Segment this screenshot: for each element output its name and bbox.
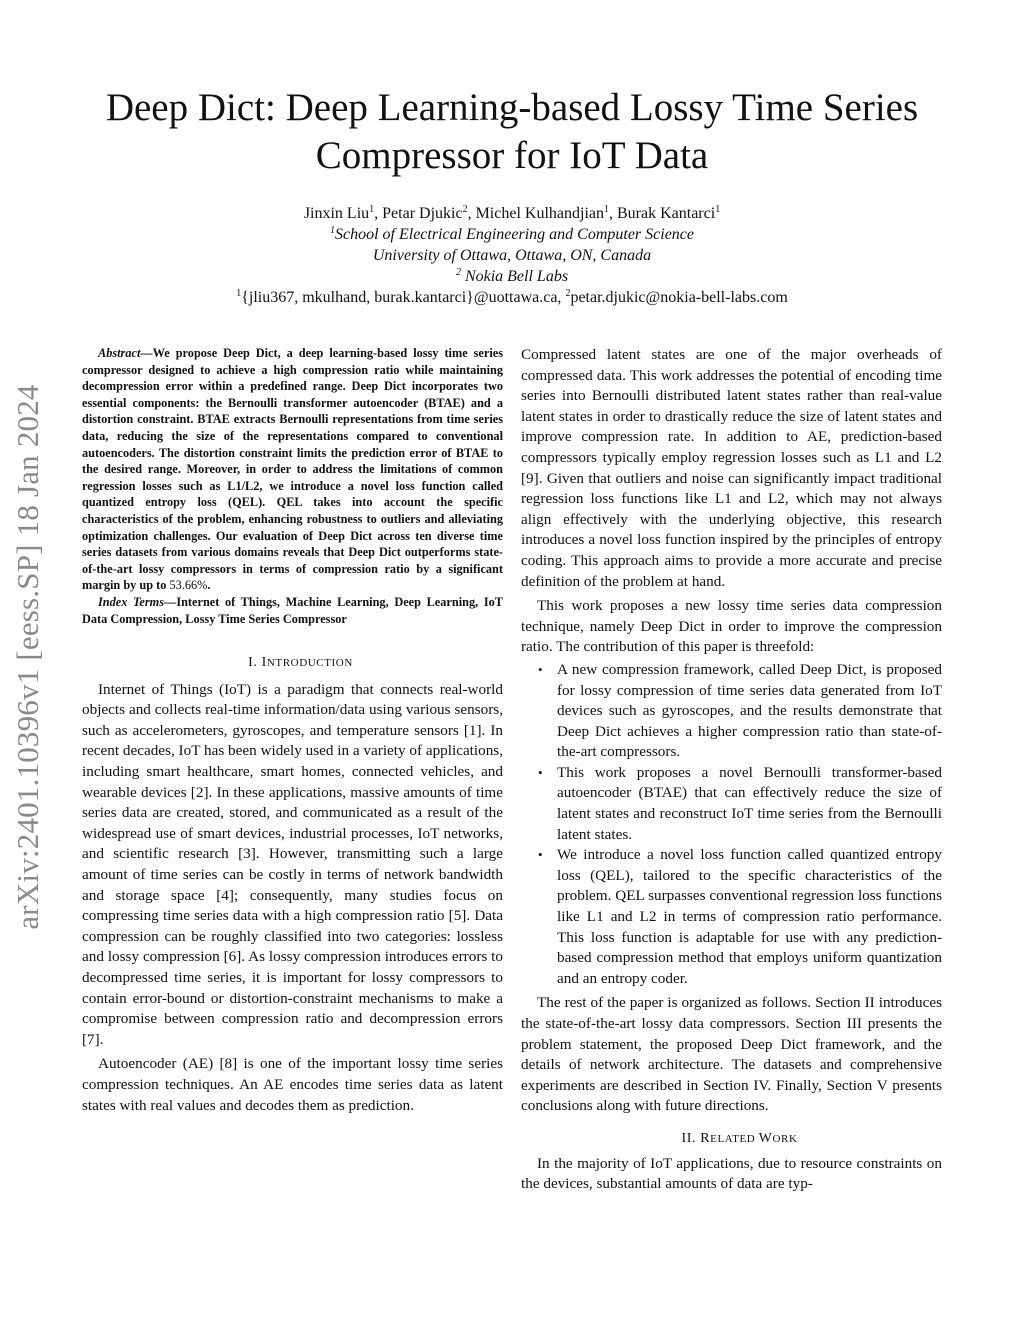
intro-paragraph-1: Internet of Things (IoT) is a paradigm that connects real-world objects and collects real-time information/data using various sensors, such as accelerometers, gyroscopes, and temperature sensors [1]. In recent decades, IoT has been widely used in a variety of applications, including smart healthcare, smart homes, connected vehicles, and wearable devices [2]. In these applications, massive amounts of time series data are created, stored, and communicated as a result of the widespread use of smart devices, industrial processes, IoT networks, and scientific research [3]. However, transmitting such a large amount of time series can be costly in terms of network bandwidth and storage space [4]; consequently, many studies focus on compressing time series data with a high compression ratio [5]. Data compression can be roughly classified into two categories: lossless and lossy compression [6]. As lossy compression introduces errors to decompressed time series, it is important for lossy compressors to contain error-bound or distortion-constraint mechanisms to make a compromise between compression ratio and decompression errors [7]. [82, 680, 504, 1048]
right-paragraph-2: This work proposes a new lossy time series data compression technique, namely Deep Dict in order to improve the compression ratio. The contribution of this paper is threefold: [521, 597, 942, 656]
author-3-affiliation: 1 [604, 204, 609, 215]
affiliation-2-name: Nokia Bell Labs [460, 268, 569, 285]
index-terms [82, 594, 503, 627]
email-line [100, 287, 924, 308]
section-initial: R [700, 1130, 711, 1146]
index-terms-label: Index Terms [98, 594, 165, 609]
list-item [521, 763, 942, 845]
intro-paragraph-2: Autoencoder (AE) [8] is one of the important lossy time series compression techniques. An AE encodes time series data as latent states with real values and decodes them as prediction. [82, 1055, 503, 1114]
list-item [521, 845, 942, 989]
author-block [100, 203, 924, 308]
abstract-label: Abstract [98, 346, 141, 360]
affiliation-2-mark: 2 [455, 267, 461, 278]
index-terms-dash: — [164, 594, 177, 609]
section-heading-related-work [521, 1129, 942, 1150]
section-numeral: I. [248, 655, 262, 671]
paper-title [60, 84, 964, 180]
title-line-2: Compressor for IoT Data [315, 134, 709, 177]
abstract-dash: — [140, 346, 153, 360]
affiliation-1-mark: 1 [329, 225, 335, 236]
author-4-affiliation: 1 [715, 204, 721, 215]
right-column [521, 345, 942, 1195]
email-1-mark: 1 [236, 288, 242, 299]
list-item-text: We introduce a novel loss function called quantized entropy loss (QEL), tailored to the specific characteristics of the problem. QEL surpasses conventional regression loss functions like L1 and L2 in terms of compression ratio performance. This loss function is adaptable for use with any prediction-based compression method that employs uniform quantization and an entropy coder. [557, 846, 942, 987]
affiliation-1 [100, 224, 924, 245]
list-item [521, 660, 942, 763]
abstract-margin-value: 53.66% [169, 578, 208, 593]
abstract-end: . [207, 578, 211, 593]
bullet-icon: • [538, 847, 543, 863]
section-title-rest: ORK [772, 1132, 798, 1145]
author-separator: , [467, 205, 476, 222]
section-initial: I [261, 655, 267, 671]
email-1: {jliu367, mkulhand, burak.kantarci}@uottawa.ca, [241, 289, 566, 306]
author-2: Petar Djukic [382, 205, 463, 222]
contribution-list [521, 660, 942, 990]
affiliation-2 [100, 266, 924, 287]
bullet-icon: • [538, 764, 543, 780]
affiliation-1-location: University of Ottawa, Ottawa, ON, Canada [372, 247, 652, 264]
right-paragraph-3: The rest of the paper is organized as follows. Section II introduces the state-of-the-art lossy data compressors. Section III presents the problem statement, the proposed Deep Dict framework, and the details of network architecture. The datasets and comprehensive experiments are described in Section IV. Finally, Section V presents conclusions along with future directions. [521, 994, 942, 1115]
author-3: Michel Kulhandjian [475, 205, 604, 222]
left-column [82, 345, 503, 1116]
list-item-text: A new compression framework, called Deep Dict, is proposed for lossy compression of time series data generated from IoT devices such as gyroscopes, and the results demonstrate that Deep Dict achieves a higher compression ratio than state-of-the-art compressors. [557, 660, 942, 761]
section-heading-introduction [82, 653, 503, 674]
abstract [82, 345, 503, 594]
abstract-body: We propose Deep Dict, a deep learning-based lossy time series compressor designed to achieve a high compression ratio while maintaining decompression error within a predefined range. Deep Dict incorporates two essential components: the Bernoulli transformer autoencoder (BTAE) and a distortion constraint. BTAE extracts Bernoulli representations from time series data, reducing the size of the representations compared to conventional autoencoders. The distortion constraint limits the prediction error of BTAE to the desired range. Moreover, in order to address the limitations of common regression losses such as L1/L2, we introduce a novel loss function called quantized entropy loss (QEL). QEL takes into account the specific characteristics of the problem, enhancing robustness to outliers and alleviating optimization challenges. Our evaluation of Deep Dict across ten diverse time series datasets from various domains reveals that Deep Dict outperforms state-of-the-art lossy compressors in terms of compression ratio by a significant margin by up to [82, 346, 503, 593]
author-2-affiliation: 2 [462, 204, 468, 215]
title-line-1: Deep Dict: Deep Learning-based Lossy Time Series [105, 86, 919, 129]
author-1-affiliation: 1 [369, 204, 375, 215]
bullet-icon: • [538, 661, 543, 677]
related-work-paragraph-1: In the majority of IoT applications, due to resource constraints on the devices, substantial amounts of data are typ- [521, 1154, 942, 1193]
email-2-mark: 2 [565, 288, 571, 299]
author-4: Burak Kantarci [617, 205, 716, 222]
section-title-rest: ELATED [710, 1132, 759, 1145]
author-separator: , [609, 205, 617, 222]
list-item-text: This work proposes a novel Bernoulli transformer-based autoencoder (BTAE) that can effectively reduce the size of latent states and reconstruct IoT time series from the Bernoulli latent states. [557, 763, 942, 843]
arxiv-identifier: arXiv:2401.10396v1 [eess.SP] 18 Jan 2024 [10, 384, 45, 930]
section-numeral: II. [681, 1130, 701, 1146]
author-1: Jinxin Liu [303, 205, 370, 222]
email-2: petar.djukic@nokia-bell-labs.com [570, 289, 788, 306]
affiliation-1-name: School of Electrical Engineering and Computer Science [334, 226, 695, 243]
author-separator: , [374, 205, 383, 222]
right-paragraph-1: Compressed latent states are one of the major overheads of compressed data. This work addresses the potential of encoding time series into Bernoulli distributed latent states rather than real-value latent states in order to drastically reduce the size of latent states and improve compression rate. In addition to AE, prediction-based compressors typically employ regression losses such as L1 and L2 [9]. Given that outliers and noise can significantly impact traditional regression loss functions like L1 and L2, which may not always align effectively with the underlying objective, this research introduces a novel loss function inspired by the principles of entropy coding. This approach aims to provide a more accurate and precise definition of the problem at hand. [521, 346, 942, 590]
author-list [100, 203, 924, 224]
section-title-rest: NTRODUCTION [266, 657, 353, 670]
section-initial: W [758, 1130, 773, 1146]
index-terms-body: Internet of Things, Machine Learning, Deep Learning, IoT Data Compression, Lossy Time Series Compressor [82, 594, 503, 626]
